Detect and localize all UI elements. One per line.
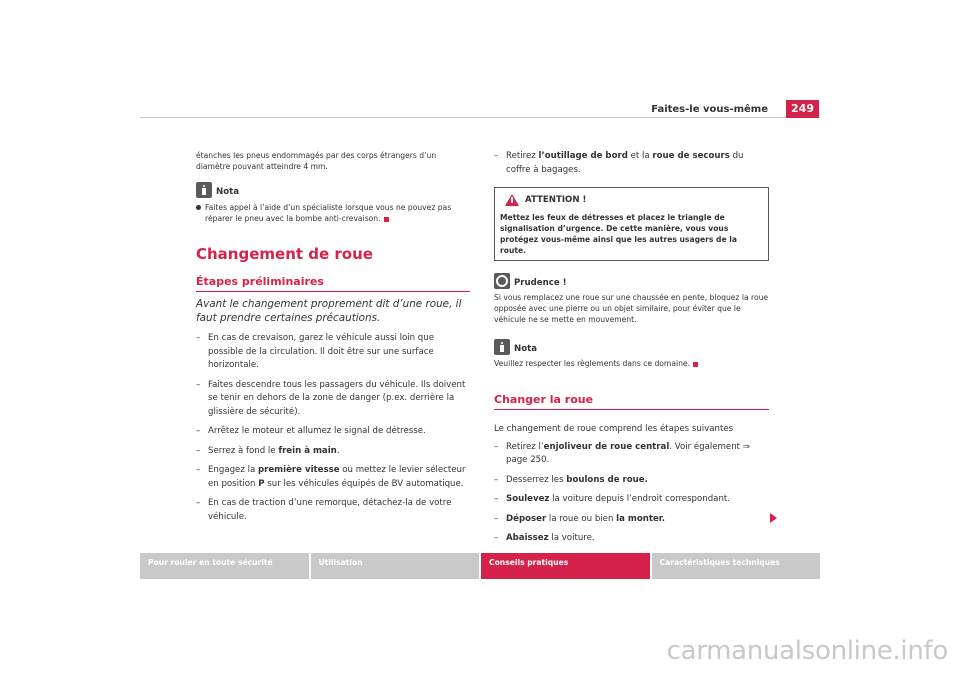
note-header: [494, 339, 769, 355]
list-item: – Retirez l’enjoliveur de roue central. Voir également ⇒ page 250.: [494, 441, 750, 465]
chapter-tabs: [140, 553, 820, 579]
list-item: – Desserrez les boulons de roue.: [494, 474, 648, 485]
note-text: Faites appel à l’aide d’un spécialiste lorsque vous ne pouvez pas réparer le pneu avec la bombe anti-crevaison.: [205, 203, 452, 223]
page-number-badge: 249: [786, 100, 819, 118]
list-item: – Retirez l’outillage de bord et la roue de secours du coffre à bagages.: [494, 151, 744, 175]
list-item: – Faites descendre tous les passagers du véhicule. Ils doivent se tenir en dehors de la zone de danger (p.ex. derrière la glissière de sécurité).: [196, 379, 466, 417]
caution-icon: [494, 273, 510, 289]
list-item: – Déposer la roue ou bien la monter.: [494, 513, 666, 524]
list-item: – Abaissez la voiture.: [494, 533, 595, 543]
list-item: – Arrêtez le moteur et allumez le signal de détresse.: [196, 426, 426, 436]
info-icon: [196, 182, 212, 198]
note-text: Veuillez respecter les règlements dans ce domaine.: [494, 358, 769, 369]
warning-header: [500, 194, 763, 206]
preliminary-steps-list: [196, 332, 470, 524]
list-item: – En cas de crevaison, garez le véhicule aussi loin que possible de la circulation. Il doit être sur une surface horizontale.: [196, 333, 434, 370]
tab-operation[interactable]: Utilisation: [311, 553, 480, 579]
tab-practical-tips[interactable]: Conseils pratiques: [481, 553, 650, 579]
subsection-title: Étapes préliminaires: [196, 275, 470, 292]
wheel-change-steps-list: [494, 441, 769, 546]
note-bullet: [196, 202, 470, 224]
lead-text: Avant le changement proprement dit d’une roue, il faut prendre certaines précautions.: [196, 298, 462, 324]
list-item: – Serrez à fond le frein à main.: [196, 445, 340, 456]
tab-safety[interactable]: Pour rouler en toute sécurité: [140, 553, 309, 579]
warning-triangle-icon: [505, 194, 519, 206]
running-title: Faites-le vous-même: [651, 104, 768, 115]
note-title: Nota: [216, 186, 240, 197]
list-item: – Engagez la première vitesse ou mettez le levier sélecteur en position P sur les véhicules équipés de BV automatique.: [196, 465, 466, 489]
subsection-title: Changer la roue: [494, 393, 769, 410]
caution-text: Si vous remplacez une roue sur une chaussée en pente, bloquez la roue opposée avec une pierre ou un objet similaire, pour éviter que le véhicule ne se mette en mouvement.: [494, 293, 769, 324]
warning-title: ATTENTION !: [525, 195, 587, 205]
list-item: – En cas de traction d’une remorque, détachez-la de votre véhicule.: [196, 498, 452, 522]
bullet-icon: [196, 205, 201, 210]
note-title: Nota: [514, 343, 538, 354]
intro-text: Le changement de roue comprend les étapes suivantes: [494, 424, 734, 434]
note-header: [196, 182, 470, 198]
header-rule: [140, 117, 820, 118]
end-of-section-icon: [384, 217, 389, 222]
continue-arrow-icon: [770, 513, 777, 523]
list-item: – Soulevez la voiture depuis l’endroit correspondant.: [494, 494, 730, 504]
intro-text: étanches les pneus endommagés par des corps étrangers d’un diamètre pouvant atteindre 4 mm.: [196, 151, 437, 171]
watermark: carmanualsonline.info: [666, 636, 948, 666]
left-column: [196, 150, 470, 530]
caution-header: [494, 273, 769, 289]
section-title: Changement de roue: [196, 245, 373, 263]
tab-technical-data[interactable]: Caractéristiques techniques: [652, 553, 821, 579]
right-column: [494, 150, 769, 552]
warning-box: [494, 187, 769, 261]
caution-title: Prudence !: [514, 277, 567, 288]
info-icon: [494, 339, 510, 355]
end-of-section-icon: [693, 362, 698, 367]
warning-text: Mettez les feux de détresses et placez le triangle de signalisation d’urgence. De cette manière, vous vous protégez vous-même ainsi que les autres usagers de la route.: [500, 213, 738, 255]
